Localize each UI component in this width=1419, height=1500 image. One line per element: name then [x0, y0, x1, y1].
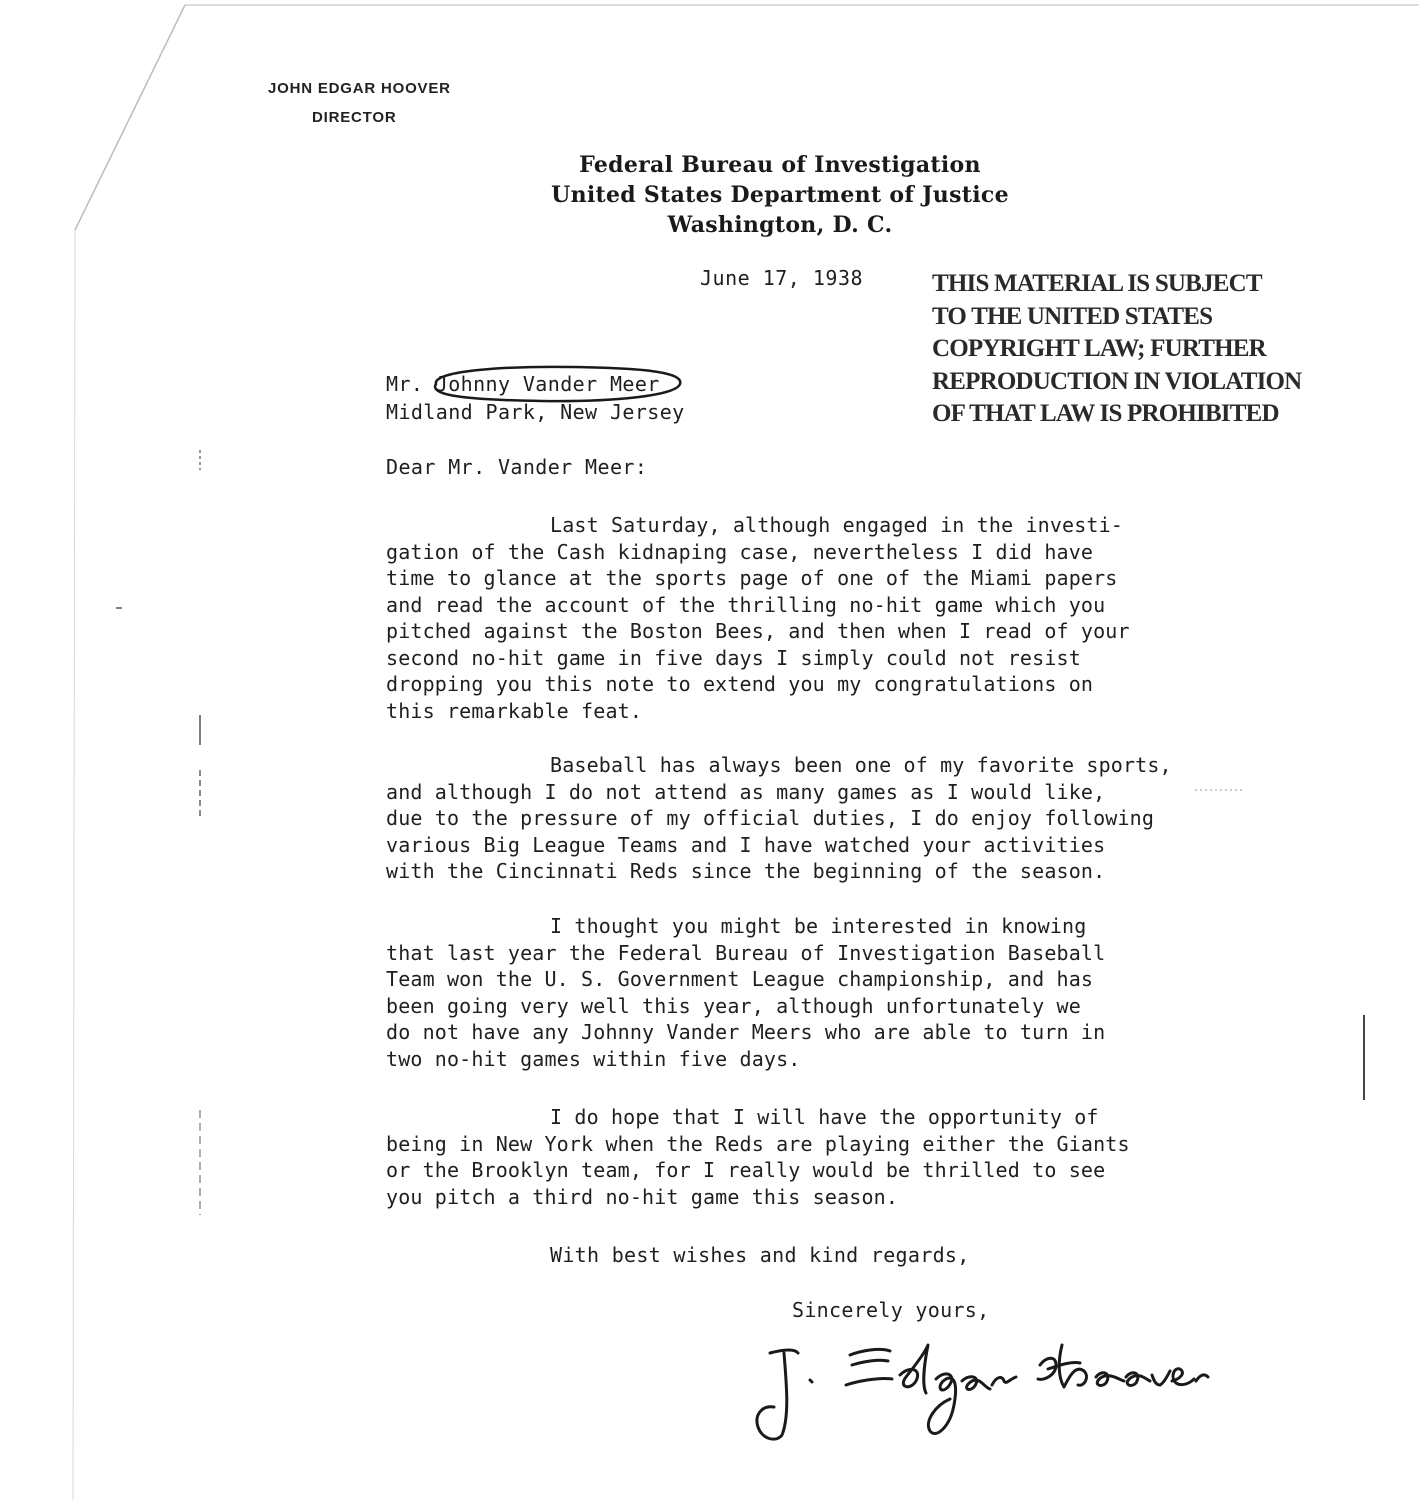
copyright-line: THIS MATERIAL IS SUBJECT — [932, 270, 1262, 297]
paragraph-line: being in New York when the Reds are playing either the Giants — [386, 1131, 1130, 1156]
paragraph-line: two no-hit games within five days. — [386, 1046, 801, 1071]
paragraph-line: I thought you might be interested in knowing — [550, 914, 1087, 938]
paragraph-line: and although I do not attend as many games as I would like, — [386, 779, 1106, 804]
letter-date: June 17, 1938 — [700, 266, 864, 290]
sender-block — [268, 74, 488, 132]
copyright-notice-stamp — [932, 268, 1352, 431]
paragraph-line: various Big League Teams and I have watched your activities — [386, 832, 1106, 857]
paragraph-line: I do hope that I will have the opportunity of — [550, 1105, 1099, 1129]
paragraph-line: you pitch a third no-hit game this season. — [386, 1184, 899, 1209]
body-paragraph-2 — [386, 752, 1266, 885]
handwritten-signature — [740, 1335, 1220, 1445]
paragraph-line: been going very well this year, although unfortunately we — [386, 993, 1081, 1018]
copyright-line: TO THE UNITED STATES — [932, 302, 1213, 330]
recipient-name: Johnny Vander Meer — [435, 372, 660, 396]
hand-drawn-circle-mark — [422, 364, 692, 404]
paragraph-line: due to the pressure of my official duties, I do enjoy following — [386, 806, 1155, 830]
paragraph-line: gation of the Cash kidnaping case, nevertheless I did have — [386, 539, 1094, 564]
signature-drawing — [740, 1335, 1220, 1445]
copyright-line: OF THAT LAW IS PROHIBITED — [932, 400, 1279, 427]
paragraph-line: second no-hit game in five days I simply could not resist — [386, 645, 1081, 670]
body-paragraph-3 — [386, 913, 1266, 1072]
paragraph-line: time to glance at the sports page of one of the Miami papers — [386, 566, 1118, 590]
paragraph-line: and read the account of the thrilling no-hit game which you — [386, 592, 1106, 617]
paragraph-line: or the Brooklyn team, for I really would be thrilled to see — [386, 1158, 1106, 1182]
copyright-line: COPYRIGHT LAW; FURTHER — [932, 335, 1266, 362]
sender-title: DIRECTOR — [312, 109, 397, 126]
recipient-location: Midland Park, New Jersey — [386, 400, 685, 424]
paragraph-line: Baseball has always been one of my favorite sports, — [550, 753, 1172, 777]
paragraph-line: pitched against the Boston Bees, and then when I read of your — [386, 619, 1130, 643]
letterhead — [520, 150, 1040, 240]
letterhead-agency: Federal Bureau of Investigation — [579, 152, 981, 178]
paragraph-line: Last Saturday, although engaged in the investi- — [550, 513, 1123, 537]
copyright-line: REPRODUCTION IN VIOLATION — [932, 367, 1302, 395]
paragraph-line: Team won the U. S. Government League championship, and has — [386, 967, 1094, 991]
sender-name: JOHN EDGAR HOOVER — [268, 80, 451, 97]
paragraph-line: do not have any Johnny Vander Meers who are able to turn in — [386, 1020, 1106, 1044]
paragraph-line: this remarkable feat. — [386, 698, 643, 723]
salutation: Dear Mr. Vander Meer: — [386, 455, 648, 479]
body-paragraph-1 — [386, 512, 1266, 724]
recipient-address — [386, 370, 685, 426]
paragraph-line: that last year the Federal Bureau of Investigation Baseball — [386, 940, 1106, 965]
signoff-line: Sincerely yours, — [792, 1298, 990, 1322]
recipient-name-circled — [436, 370, 660, 398]
paragraph-line: dropping you this note to extend you my congratulations on — [386, 672, 1094, 696]
letterhead-city: Washington, D. C. — [667, 212, 893, 238]
body-paragraph-4 — [386, 1104, 1266, 1210]
paragraph-line: with the Cincinnati Reds since the beginning of the season. — [386, 859, 1106, 883]
closing-line: With best wishes and kind regards, — [550, 1243, 970, 1267]
letterhead-department: United States Department of Justice — [551, 182, 1009, 208]
recipient-prefix: Mr. — [386, 372, 424, 396]
